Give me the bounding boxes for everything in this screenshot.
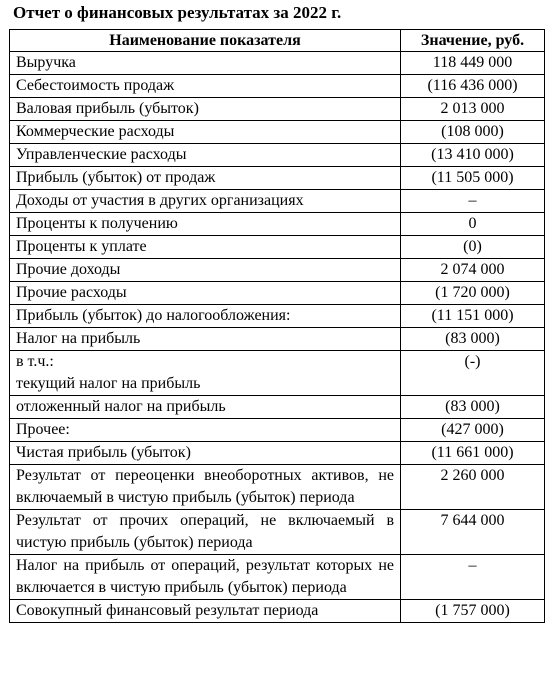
row-value: (1 757 000) xyxy=(401,600,545,623)
table-row xyxy=(10,419,545,442)
row-value: (83 000) xyxy=(401,396,545,419)
row-value: (0) xyxy=(401,236,545,259)
row-label: Прочее: xyxy=(10,419,401,442)
row-value: (83 000) xyxy=(401,328,545,351)
row-label: Прибыль (убыток) от продаж xyxy=(10,167,401,190)
table-row xyxy=(10,190,545,213)
table-row xyxy=(10,600,545,623)
table-row xyxy=(10,442,545,465)
row-value: 7 644 000 xyxy=(401,510,545,555)
report-title: Отчет о финансовых результатах за 2022 г. xyxy=(13,3,342,22)
row-label xyxy=(10,351,401,396)
table-row xyxy=(10,144,545,167)
header-value: Значение, руб. xyxy=(401,30,545,52)
row-value: (11 151 000) xyxy=(401,305,545,328)
table-row xyxy=(10,282,545,305)
row-label-line: текущий налог на прибыль xyxy=(16,375,201,392)
table-header-row xyxy=(10,30,545,52)
row-value: (116 436 000) xyxy=(401,75,545,98)
row-value: 2 074 000 xyxy=(401,259,545,282)
row-value: (1 720 000) xyxy=(401,282,545,305)
table-row xyxy=(10,213,545,236)
row-label: Коммерческие расходы xyxy=(10,121,401,144)
row-value: (13 410 000) xyxy=(401,144,545,167)
row-value: – xyxy=(401,555,545,600)
row-label: Налог на прибыль xyxy=(10,328,401,351)
row-label: Налог на прибыль от операций, результат которых не включается в чистую прибыль (убыток) периода xyxy=(10,555,401,600)
row-value: (11 505 000) xyxy=(401,167,545,190)
table-row xyxy=(10,259,545,282)
row-label: Себестоимость продаж xyxy=(10,75,401,98)
row-label: Проценты к уплате xyxy=(10,236,401,259)
table-row xyxy=(10,305,545,328)
row-label: Чистая прибыль (убыток) xyxy=(10,442,401,465)
row-label: Прочие расходы xyxy=(10,282,401,305)
header-indicator-name: Наименование показателя xyxy=(10,30,401,52)
financial-results-table xyxy=(9,29,545,623)
row-label: Валовая прибыль (убыток) xyxy=(10,98,401,121)
table-row xyxy=(10,351,545,396)
row-value: – xyxy=(401,190,545,213)
row-value: (427 000) xyxy=(401,419,545,442)
table-row xyxy=(10,167,545,190)
row-label: Совокупный финансовый результат периода xyxy=(10,600,401,623)
row-label: Выручка xyxy=(10,52,401,75)
table-row xyxy=(10,236,545,259)
row-label: Результат от прочих операций, не включаемый в чистую прибыль (убыток) периода xyxy=(10,510,401,555)
row-value: (11 661 000) xyxy=(401,442,545,465)
row-value: 0 xyxy=(401,213,545,236)
table-row xyxy=(10,465,545,510)
row-value: 2 013 000 xyxy=(401,98,545,121)
table-row xyxy=(10,328,545,351)
row-label: Прибыль (убыток) до налогообложения: xyxy=(10,305,401,328)
row-value: 118 449 000 xyxy=(401,52,545,75)
table-row xyxy=(10,75,545,98)
table-row xyxy=(10,98,545,121)
table-row xyxy=(10,52,545,75)
table-row xyxy=(10,121,545,144)
row-label: Проценты к получению xyxy=(10,213,401,236)
row-label: отложенный налог на прибыль xyxy=(10,396,401,419)
table-row xyxy=(10,396,545,419)
table-row xyxy=(10,510,545,555)
row-label-line: в т.ч.: xyxy=(16,353,54,370)
row-value: 2 260 000 xyxy=(401,465,545,510)
row-label: Прочие доходы xyxy=(10,259,401,282)
row-label: Управленческие расходы xyxy=(10,144,401,167)
row-label: Доходы от участия в других организациях xyxy=(10,190,401,213)
row-label: Результат от переоценки внеоборотных активов, не включаемый в чистую прибыль (убыток) периода xyxy=(10,465,401,510)
row-value: (108 000) xyxy=(401,121,545,144)
row-value: (-) xyxy=(401,351,545,396)
table-row xyxy=(10,555,545,600)
